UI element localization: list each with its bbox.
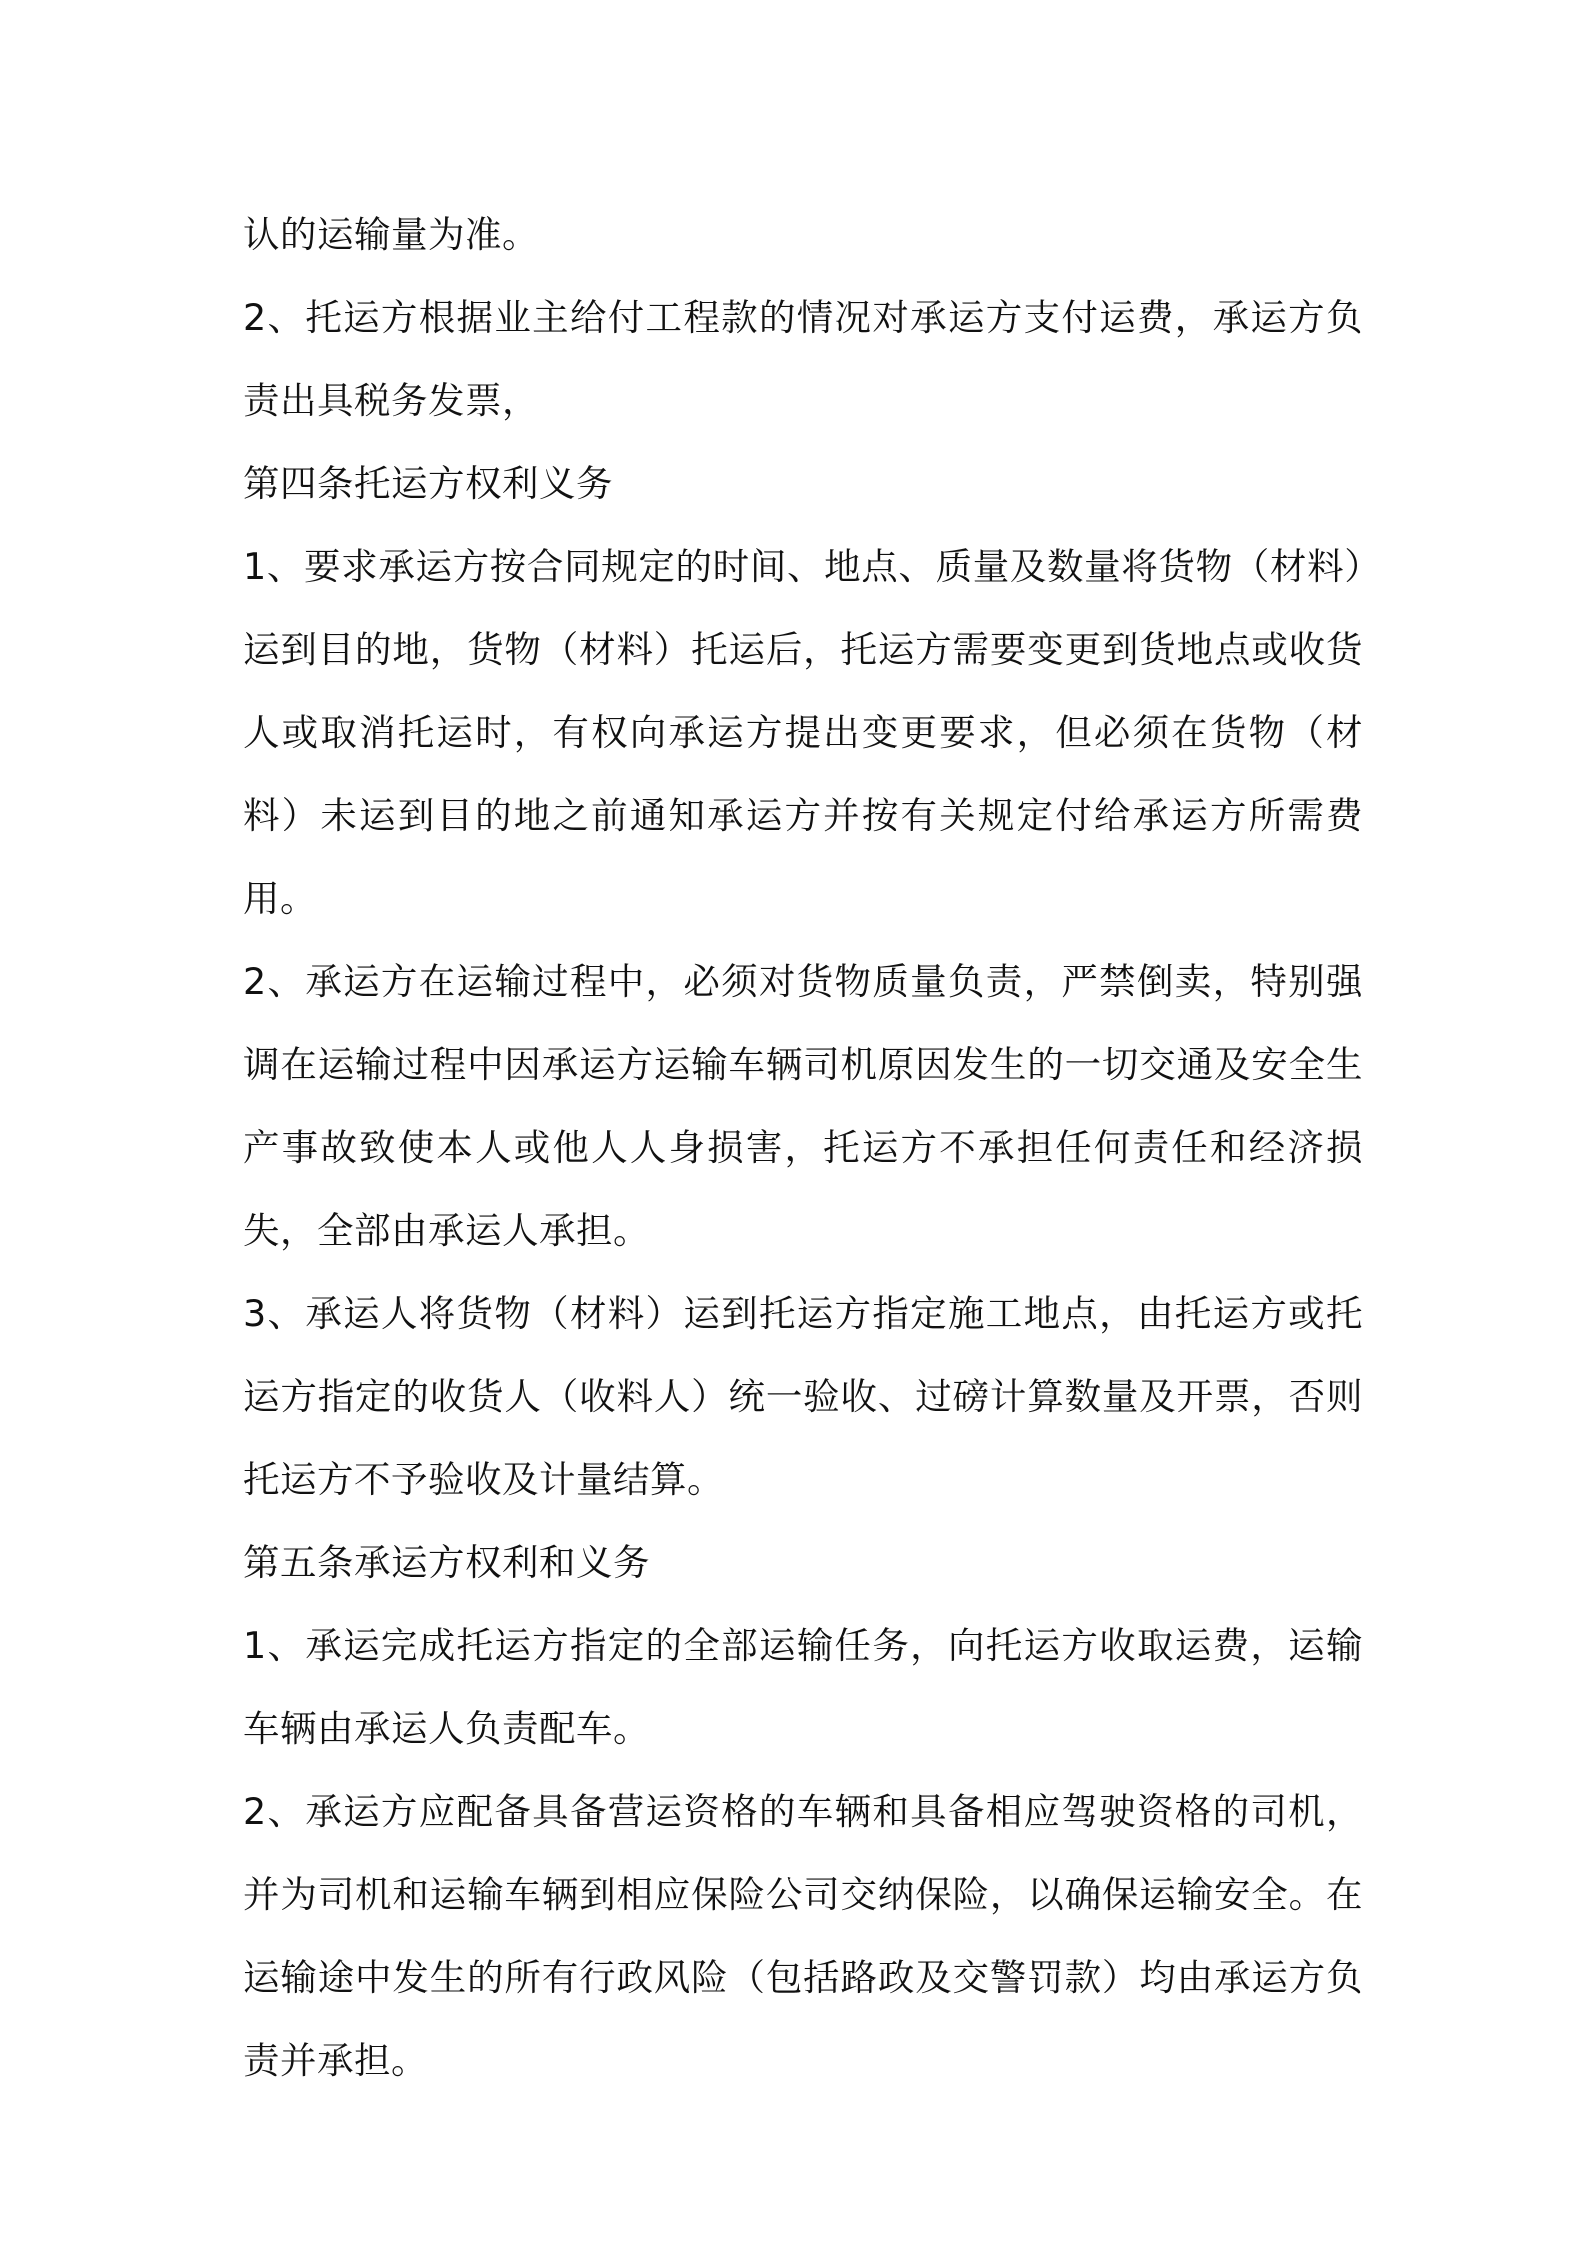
paragraph-clause-4-3: 3、承运人将货物（材料）运到托运方指定施工地点，由托运方或托运方指定的收货人（收料人）统一验收、过磅计算数量及开票，否则托运方不予验收及计量结算。	[243, 1292, 1363, 1501]
section-heading-article-4: 第四条托运方权利义务	[243, 462, 613, 505]
paragraph-clause-5-2: 2、承运方应配备具备营运资格的车辆和具备相应驾驶资格的司机，并为司机和运输车辆到相应保险公司交纳保险，以确保运输安全。在运输途中发生的所有行政风险（包括路政及交警罚款）均由承运方负责并承担。	[243, 1790, 1363, 2082]
paragraph-clause-5-1: 1、承运完成托运方指定的全部运输任务，向托运方收取运费，运输车辆由承运人负责配车。	[243, 1624, 1363, 1750]
paragraph-continuation: 认的运输量为准。	[243, 213, 539, 256]
section-heading-article-5: 第五条承运方权利和义务	[243, 1541, 650, 1584]
paragraph-clause-3-2: 2、托运方根据业主给付工程款的情况对承运方支付运费，承运方负责出具税务发票，	[243, 296, 1363, 422]
document-body	[243, 193, 1363, 2102]
paragraph-clause-4-1: 1、要求承运方按合同规定的时间、地点、质量及数量将货物（材料）运到目的地，货物（材料）托运后，托运方需要变更到货地点或收货人或取消托运时，有权向承运方提出变更要求，但必须在货物（材料）未运到目的地之前通知承运方并按有关规定付给承运方所需费用。	[243, 545, 1363, 920]
paragraph-clause-4-2: 2、承运方在运输过程中，必须对货物质量负责，严禁倒卖，特别强调在运输过程中因承运方运输车辆司机原因发生的一切交通及安全生产事故致使本人或他人人身损害，托运方不承担任何责任和经济损失，全部由承运人承担。	[243, 960, 1363, 1252]
